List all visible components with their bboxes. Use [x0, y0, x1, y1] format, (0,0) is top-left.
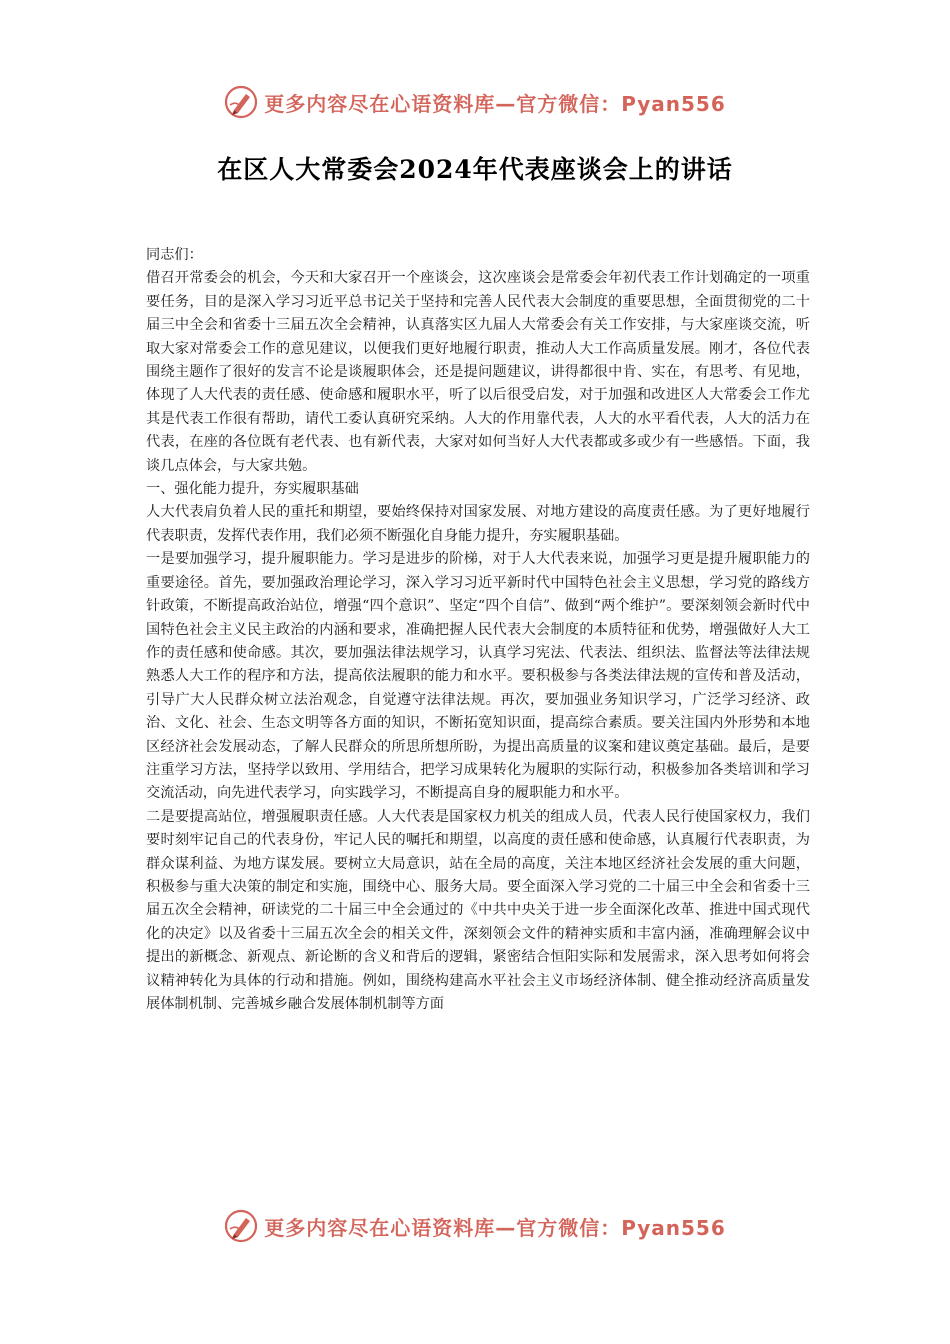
document-body	[146, 244, 810, 1190]
writing-pen-logo-icon	[224, 85, 258, 119]
writing-pen-logo-icon	[224, 1209, 258, 1243]
footer-banner	[0, 1206, 950, 1246]
banner-slogan: 更多内容尽在心语资料库—官方微信：Pyan556	[264, 91, 726, 116]
paragraph: 借召开常委会的机会，今天和大家召开一个座谈会，这次座谈会是常委会年初代表工作计划确定的一项重要任务，目的是深入学习习近平总书记关于坚持和完善人民代表大会制度的重要思想，全面贯彻党的二十届三中全会和省委十三届五次全会精神，认真落实区九届人大常委会有关工作安排，与大家座谈交流，听取大家对常委会工作的意见建议，以便我们更好地履行职责，推动人大工作高质量发展。刚才，各位代表围绕主题作了很好的发言不论是谈履职体会，还是提问题建议，讲得都很中肯、实在，有思考、有见地，体现了人大代表的责任感、使命感和履职水平，听了以后很受启发，对于加强和改进区人大常委会工作尤其是代表工作很有帮助，请代工委认真研究采纳。人大的作用靠代表，人大的水平看代表，人大的活力在代表，在座的各位既有老代表、也有新代表，大家对如何当好人大代表都或多或少有一些感悟。下面，我谈几点体会，与大家共勉。	[146, 270, 810, 474]
paragraph: 二是要提高站位，增强履职责任感。人大代表是国家权力机关的组成人员，代表人民行使国家权力，我们要时刻牢记自己的代表身份，牢记人民的嘱托和期望，以高度的责任感和使命感，认真履行代表职责，为群众谋利益、为地方谋发展。要树立大局意识，站在全局的高度，关注本地区经济社会发展的重大问题，积极参与重大决策的制定和实施，围绕中心、服务大局。要全面深入学习党的二十届三中全会和省委十三届五次全会精神，研读党的二十届三中全会通过的《中共中央关于进一步全面深化改革、推进中国式现代化的决定》以及省委十三届五次全会的相关文件，深刻领会文件的精神实质和丰富内涵，准确理解会议中提出的新概念、新观点、新论断的含义和背后的逻辑，紧密结合恒阳实际和发展需求，深入思考如何将会议精神转化为具体的行动和措施。例如，围绕构建高水平社会主义市场经济体制、健全推动经济高质量发展体制机制、完善城乡融合发展体制机制等方面	[146, 808, 810, 1012]
section-heading: 一、强化能力提升，夯实履职基础	[146, 481, 359, 498]
header-banner	[0, 82, 950, 122]
paragraph: 一是要加强学习，提升履职能力。学习是进步的阶梯，对于人大代表来说，加强学习更是提升履职能力的重要途径。首先，要加强政治理论学习，深入学习习近平新时代中国特色社会主义思想，学习党的路线方针政策，不断提高政治站位，增强“四个意识”、坚定“四个自信”、做到“两个维护”。要深刻领会新时代中国特色社会主义民主政治的内涵和要求，准确把握人民代表大会制度的本质特征和优势，增强做好人大工作的责任感和使命感。其次，要加强法律法规学习，认真学习宪法、代表法、组织法、监督法等法律法规熟悉人大工作的程序和方法，提高依法履职的能力和水平。要积极参与各类法律法规的宣传和普及活动，引导广大人民群众树立法治观念，自觉遵守法律法规。再次，要加强业务知识学习，广泛学习经济、政治、文化、社会、生态文明等各方面的知识，不断拓宽知识面，提高综合素质。要关注国内外形势和本地区经济社会发展动态，了解人民群众的所思所想所盼，为提出高质量的议案和建议奠定基础。最后，是要注重学习方法，坚持学以致用、学用结合，把学习成果转化为履职的实际行动，积极参加各类培训和学习交流活动，向先进代表学习，向实践学习，不断提高自身的履职能力和水平。	[146, 551, 810, 802]
banner-slogan: 更多内容尽在心语资料库—官方微信：Pyan556	[264, 1215, 726, 1240]
paragraph: 同志们：	[146, 247, 203, 263]
document-title: 在区人大常委会2024年代表座谈会上的讲话	[217, 155, 733, 184]
paragraph: 人大代表肩负着人民的重托和期望，要始终保持对国家发展、对地方建设的高度责任感。为了更好地履行代表职责，发挥代表作用，我们必须不断强化自身能力提升，夯实履职基础。	[146, 504, 810, 544]
